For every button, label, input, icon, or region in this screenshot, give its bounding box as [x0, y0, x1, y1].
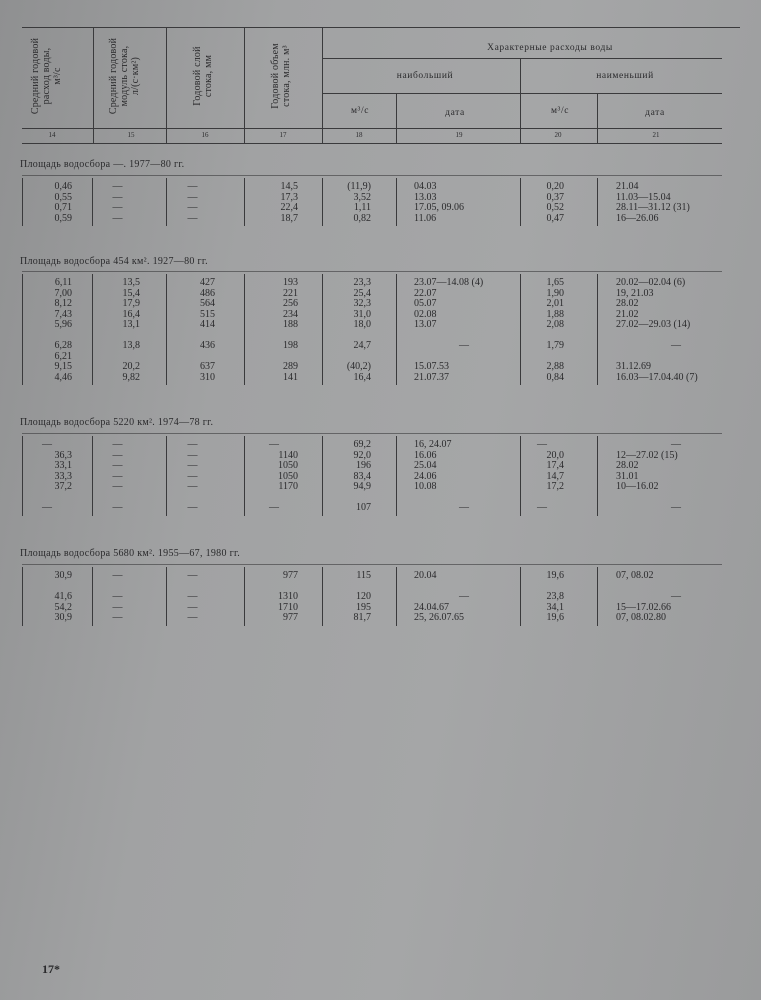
header-col15: Средний годовой модуль стока, л/(с·км²): [108, 37, 141, 115]
header-min: наименьший: [596, 71, 654, 81]
table-cell: —: [112, 449, 123, 461]
table-cell: 15,4: [122, 287, 140, 299]
table-cell: 11.06: [414, 212, 437, 224]
column-divider: [322, 274, 323, 385]
table-cell: 13,5: [122, 277, 140, 288]
table-cell: 2,08: [546, 319, 564, 330]
table-cell: 120: [356, 591, 371, 602]
column-divider: [244, 436, 245, 516]
table-cell: 1140: [278, 449, 298, 461]
header-col17: Годовой объем стока, млн. м³: [270, 43, 292, 109]
header-col14: Средний годовой расход воды, м³/с: [30, 37, 63, 115]
col-number: 14: [48, 131, 56, 139]
table-cell: 15.07.53: [414, 361, 449, 372]
section-line: [22, 175, 722, 176]
table-cell: 21.07.37: [414, 371, 449, 383]
table-cell: —: [112, 470, 123, 482]
table-cell: 107: [356, 502, 371, 513]
table-cell: 11.03—15.04: [616, 191, 671, 203]
table-cell: 6,21: [54, 350, 72, 362]
table-cell: —: [187, 439, 198, 450]
table-cell: —: [112, 570, 123, 581]
table-cell: 31.01: [616, 470, 639, 482]
table-cell: 19,6: [546, 612, 564, 623]
table-cell: 486: [200, 287, 215, 299]
table-cell: 23,3: [353, 277, 371, 288]
header-sub-line-2: [322, 93, 722, 94]
table-cell: 37,2: [54, 481, 72, 492]
table-cell: —: [187, 570, 198, 581]
table-cell: —: [42, 439, 52, 450]
table-cell: 25, 26.07.65: [414, 612, 464, 623]
header-sub-line-1: [322, 58, 722, 59]
table-cell: 6,11: [54, 277, 72, 288]
table-cell: 18,7: [280, 212, 298, 224]
table-cell: 9,15: [54, 361, 72, 372]
table-cell: 24,7: [353, 340, 371, 351]
table-cell: 234: [283, 308, 298, 320]
table-cell: 427: [200, 277, 215, 288]
table-cell: 69,2: [353, 439, 371, 450]
table-cell: —: [187, 591, 198, 602]
col-number: 19: [455, 131, 463, 139]
table-cell: 13,8: [122, 340, 140, 351]
table-cell: 0,59: [54, 212, 72, 224]
column-divider: [322, 178, 323, 226]
column-divider: [166, 178, 167, 226]
table-cell: —: [537, 439, 547, 450]
table-cell: —: [537, 502, 547, 513]
table-cell: —: [187, 449, 198, 461]
table-cell: 0,46: [54, 181, 72, 192]
table-cell: —: [42, 502, 52, 513]
table-cell: 141: [283, 371, 298, 383]
table-cell: —: [112, 481, 123, 492]
table-cell: 41,6: [54, 591, 72, 602]
table-cell: 30,9: [54, 570, 72, 581]
table-cell: 4,46: [54, 371, 72, 383]
table-cell: 0,71: [54, 202, 72, 213]
table-cell: 2,88: [546, 361, 564, 372]
table-cell: 83,4: [353, 470, 371, 482]
header-vline: [322, 27, 323, 143]
table-cell: 04.03: [414, 181, 437, 192]
table-cell: —: [112, 460, 123, 471]
header-vline: [166, 27, 167, 143]
section-title: Площадь водосбора 5220 км². 1974—78 гг.: [20, 417, 214, 428]
table-cell: 20.02—02.04 (6): [616, 277, 686, 288]
table-cell: 10—16.02: [616, 481, 659, 492]
table-cell: 0,84: [546, 371, 564, 383]
table-cell: 16, 24.07: [414, 439, 452, 450]
header-group: Характерные расходы воды: [487, 43, 613, 53]
table-cell: 17,2: [546, 481, 564, 492]
table-cell: —: [459, 340, 469, 351]
table-cell: —: [459, 502, 469, 513]
table-cell: 13,1: [122, 319, 140, 330]
column-divider: [92, 274, 93, 385]
table-cell: 23,8: [546, 591, 564, 602]
table-cell: 2,01: [546, 298, 564, 309]
table-cell: —: [112, 612, 123, 623]
table-cell: 22.07: [414, 287, 437, 299]
header-vline: [597, 93, 598, 143]
column-divider: [396, 567, 397, 626]
column-divider: [322, 436, 323, 516]
table-cell: 1,65: [546, 277, 564, 288]
table-cell: 12—27.02 (15): [616, 449, 678, 461]
table-cell: 30,9: [54, 612, 72, 623]
header-date-max: дата: [445, 108, 465, 118]
table-cell: 1,88: [546, 308, 564, 320]
table-cell: 27.02—29.03 (14): [616, 319, 691, 330]
table-cell: 92,0: [353, 449, 371, 461]
section-title: Площадь водосбора 5680 км². 1955—67, 1980 гг.: [20, 548, 241, 559]
table-cell: —: [112, 502, 123, 513]
section-line: [22, 564, 722, 565]
column-divider: [396, 274, 397, 385]
table-cell: 07, 08.02: [616, 570, 654, 581]
table-cell: 0,55: [54, 191, 72, 203]
table-cell: 7,43: [54, 308, 72, 320]
table-cell: —: [187, 460, 198, 471]
column-divider: [597, 567, 598, 626]
table-cell: 14,5: [280, 181, 298, 192]
table-cell: (11,9): [347, 181, 371, 192]
table-cell: 15—17.02.66: [616, 601, 671, 613]
table-cell: (40,2): [346, 361, 371, 372]
header-top-line: [22, 27, 740, 28]
header-m3s-min: м³/с: [550, 106, 570, 116]
table-cell: —: [112, 591, 123, 602]
table-cell: 9,82: [122, 371, 140, 383]
table-cell: 28.11—31.12 (31): [616, 202, 690, 213]
table-cell: —: [187, 612, 198, 623]
page-number: 17*: [42, 962, 60, 976]
table-cell: 17.05, 09.06: [414, 202, 464, 213]
table-cell: 18,0: [353, 319, 371, 330]
header-max: наибольший: [396, 71, 454, 81]
table-cell: 28.02: [616, 298, 639, 309]
col-number: 21: [652, 131, 660, 139]
col-number: 17: [279, 131, 287, 139]
header-vline: [93, 27, 94, 143]
table-cell: —: [187, 191, 198, 203]
table-cell: 54,2: [54, 601, 72, 613]
col-number: 16: [201, 131, 209, 139]
column-divider: [166, 436, 167, 516]
table-cell: —: [112, 202, 123, 213]
table-cell: 977: [283, 570, 298, 581]
section-title: Площадь водосбора 454 км². 1927—80 гг.: [20, 256, 208, 267]
table-cell: 8,12: [54, 298, 72, 309]
table-cell: 1310: [278, 591, 298, 602]
table-cell: 34,1: [546, 601, 564, 613]
table-cell: 256: [283, 298, 298, 309]
section-line: [22, 271, 722, 272]
table-cell: 221: [283, 287, 298, 299]
table-cell: 1,79: [546, 340, 564, 351]
table-cell: 13.03: [414, 191, 437, 203]
section-title: Площадь водосбора —. 1977—80 гг.: [20, 159, 185, 170]
table-cell: 07, 08.02.80: [616, 612, 666, 623]
column-divider: [166, 567, 167, 626]
table-cell: 02.08: [414, 308, 437, 320]
table-cell: 14,7: [546, 470, 564, 482]
table-cell: 1170: [278, 481, 298, 492]
table-cell: —: [459, 591, 469, 602]
column-divider: [92, 567, 93, 626]
table-cell: 32,3: [353, 298, 371, 309]
table-cell: —: [671, 340, 681, 351]
table-cell: 16,4: [353, 371, 371, 383]
table-cell: —: [187, 202, 198, 213]
col-number: 15: [127, 131, 135, 139]
table-cell: 36,3: [54, 449, 72, 461]
table-cell: 3,52: [353, 191, 371, 203]
header-vline: [396, 93, 397, 143]
table-cell: 1,11: [353, 202, 371, 213]
column-divider: [396, 436, 397, 516]
table-cell: 193: [283, 277, 298, 288]
table-cell: —: [269, 439, 279, 450]
table-cell: 6,28: [54, 340, 72, 351]
table-cell: 24.04.67: [414, 601, 449, 613]
table-cell: 414: [200, 319, 215, 330]
table-cell: 0,82: [353, 212, 371, 224]
column-divider: [597, 274, 598, 385]
table-cell: 21.04: [616, 181, 639, 192]
table-cell: —: [671, 502, 681, 513]
col-number: 20: [554, 131, 562, 139]
table-cell: —: [187, 502, 198, 513]
table-cell: 17,3: [280, 191, 298, 203]
table-cell: 16—26.06: [616, 212, 659, 224]
header-vline: [520, 58, 521, 143]
col-number: 18: [355, 131, 363, 139]
table-cell: 17,9: [122, 298, 140, 309]
table-cell: —: [112, 439, 123, 450]
table-cell: 05.07: [414, 298, 437, 309]
table-cell: 5,96: [54, 319, 72, 330]
table-cell: 1050: [278, 460, 298, 471]
column-divider: [396, 178, 397, 226]
table-cell: 10.08: [414, 481, 437, 492]
table-cell: 94,9: [353, 481, 371, 492]
table-cell: 0,52: [546, 202, 564, 213]
column-divider: [166, 274, 167, 385]
table-cell: —: [187, 481, 198, 492]
table-cell: —: [112, 601, 123, 613]
table-cell: 16.06: [414, 449, 437, 461]
table-cell: 28.02: [616, 460, 639, 471]
table-cell: 24.06: [414, 470, 437, 482]
table-cell: 637: [200, 361, 215, 372]
table-cell: 23.07—14.08 (4): [414, 277, 484, 288]
table-cell: 515: [200, 308, 215, 320]
table-cell: 31,0: [353, 308, 371, 320]
table-cell: 13.07: [414, 319, 437, 330]
table-cell: 1,90: [546, 287, 564, 299]
table-cell: 289: [283, 361, 298, 372]
table-cell: 19,6: [546, 570, 564, 581]
table-cell: 564: [200, 298, 215, 309]
table-cell: —: [269, 502, 279, 513]
column-divider: [244, 274, 245, 385]
table-cell: 195: [356, 601, 371, 613]
table-cell: 0,20: [546, 181, 564, 192]
table-cell: 21.02: [616, 308, 639, 320]
header-m3s-max: м³/с: [350, 106, 370, 116]
table-cell: 1710: [278, 601, 298, 613]
table-cell: 81,7: [353, 612, 371, 623]
header-col16: Годовой слой стока, мм: [192, 46, 214, 106]
table-cell: 16,4: [122, 308, 140, 320]
table-cell: —: [112, 181, 123, 192]
column-divider: [597, 178, 598, 226]
table-cell: 977: [283, 612, 298, 623]
table-cell: —: [671, 439, 681, 450]
table-cell: 22,4: [280, 202, 298, 213]
table-cell: 436: [200, 340, 215, 351]
table-cell: 20,2: [122, 361, 140, 372]
table-cell: 33,3: [54, 470, 72, 482]
table-cell: —: [187, 212, 198, 224]
table-cell: —: [187, 181, 198, 192]
table-cell: 16.03—17.04.40 (7): [616, 371, 698, 383]
table-cell: 0,47: [546, 212, 564, 224]
table-cell: 17,4: [546, 460, 564, 471]
column-divider: [92, 178, 93, 226]
table-cell: 1050: [278, 470, 298, 482]
table-cell: 115: [356, 570, 371, 581]
table-cell: 33,1: [54, 460, 72, 471]
header-date-min: дата: [645, 108, 665, 118]
header-bottom-line: [22, 143, 722, 144]
table-cell: —: [671, 591, 681, 602]
table-cell: 198: [283, 340, 298, 351]
column-divider: [92, 436, 93, 516]
table-cell: 7,00: [54, 287, 72, 299]
column-divider: [597, 436, 598, 516]
header-vline: [244, 27, 245, 143]
table-cell: —: [112, 212, 123, 224]
table-cell: 196: [356, 460, 371, 471]
table-cell: 188: [283, 319, 298, 330]
section-line: [22, 433, 722, 434]
table-cell: —: [187, 470, 198, 482]
column-divider: [322, 567, 323, 626]
table-cell: 25,4: [353, 287, 371, 299]
table-cell: 20,0: [546, 449, 564, 461]
column-divider: [244, 567, 245, 626]
table-cell: 0,37: [546, 191, 564, 203]
table-cell: 19, 21.03: [616, 287, 654, 299]
table-cell: —: [112, 191, 123, 203]
table-cell: 310: [200, 371, 215, 383]
header-num-line: [22, 128, 722, 129]
table-cell: —: [187, 601, 198, 613]
table-cell: 31.12.69: [616, 361, 651, 372]
table-cell: 20.04: [414, 570, 437, 581]
column-divider: [244, 178, 245, 226]
table-cell: 25.04: [414, 460, 437, 471]
